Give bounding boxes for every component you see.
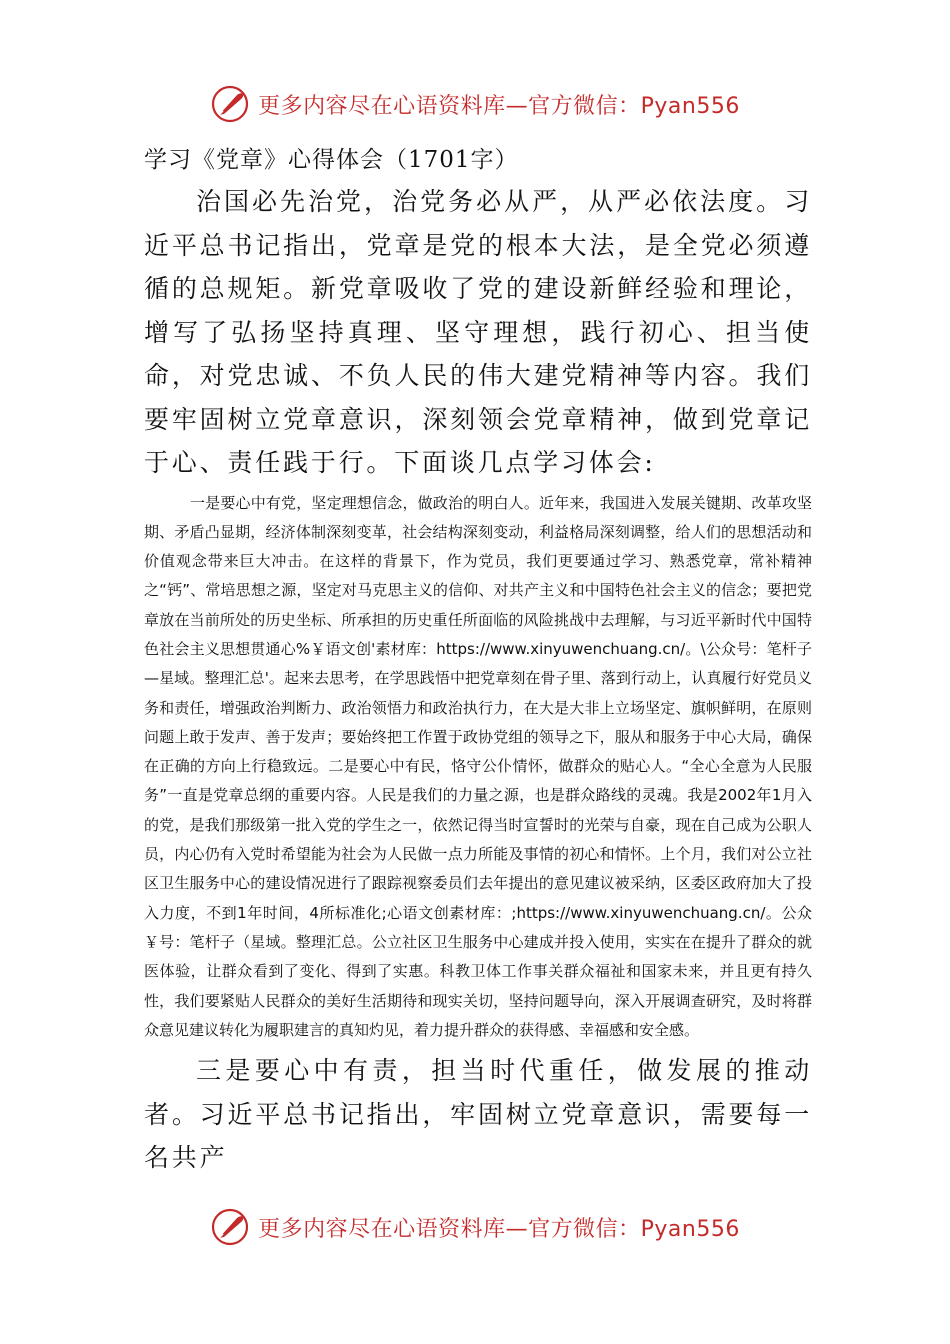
body-paragraph: 一是要心中有党，坚定理想信念，做政治的明白人。近年来，我国进入发展关键期、改革攻坚期、矛盾凸显期，经济体制深刻变革，社会结构深刻变动，利益格局深刻调整，给人们的思想活动和价值观念带来巨大冲击。在这样的背景下，作为党员，我们更要通过学习、熟悉党章，常补精神之“钙”、常培思想之源，坚定对马克思主义的信仰、对共产主义和中国特色社会主义的信念；要把党章放在当前所处的历史坐标、所承担的历史重任所面临的风险挑战中去理解，与习近平新时代中国特色社会主义思想贯通心%￥语文创'素材库：https://www.xinyuwenchuang.cn/。\公众号：笔杆子—星域。整理汇总'。起来去思考，在学思践悟中把党章刻在骨子里、落到行动上，认真履行好党员义务和责任，增强政治判断力、政治领悟力和政治执行力，在大是大非上立场坚定、旗帜鲜明，在原则问题上敢于发声、善于发声；要始终把工作置于政协党组的领导之下，服从和服务于中心大局，确保在正确的方向上行稳致远。二是要心中有民，恪守公仆情怀，做群众的贴心人。“全心全意为人民服务”一直是党章总纲的重要内容。人民是我们的力量之源，也是群众路线的灵魂。我是2002年1月入的党，是我们那级第一批入党的学生之一，依然记得当时宣誓时的光荣与自豪，现在自己成为公职人员，内心仍有入党时希望能为社会为人民做一点力所能及事情的初心和情怀。上个月，我们对公立社区卫生服务中心的建设情况进行了跟踪视察委员们去年提出的意见建议被采纳，区委区政府加大了投入力度，不到1年时间，4所标准化;心语文创素材库：;https://www.xinyuwenchuang.cn/。公众￥号：笔杆子（星域。整理汇总。公立社区卫生服务中心建成并投入使用，实实在在提升了群众的就医体验，让群众看到了变化、得到了实惠。科教卫体工作事关群众福祉和国家未来，并且更有持久性，我们要紧贴人民群众的美好生活期待和现实关切，坚持问题导向，深入开展调查研究，及时将群众意见建议转化为履职建言的真知灼见，着力提升群众的获得感、幸福感和安全感。 (144, 493, 812, 1039)
third-point-paragraph: 三是要心中有责，担当时代重任，做发展的推动者。习近平总书记指出，牢固树立党章意识，需要每一名共产 (144, 1056, 812, 1173)
document-body (144, 136, 812, 1180)
quill-pen-icon (210, 84, 250, 124)
document-title: 学习《党章》心得体会（1701字） (144, 147, 519, 173)
quill-pen-icon (210, 1207, 250, 1247)
banner-text: 更多内容尽在心语资料库—官方微信：Pyan556 (258, 1216, 740, 1242)
intro-paragraph: 治国必先治党，治党务必从严，从严必依法度。习近平总书记指出，党章是党的根本大法，是全党必须遵循的总规矩。新党章吸收了党的建设新鲜经验和理论，增写了弘扬坚持真理、坚守理想，践行初心、担当使命，对党忠诚、不负人民的伟大建党精神等内容。我们要牢固树立党章意识，深刻领会党章精神，做到党章记于心、责任践于行。下面谈几点学习体会: (144, 187, 812, 477)
header-banner (0, 76, 950, 132)
banner-text: 更多内容尽在心语资料库—官方微信：Pyan556 (258, 93, 740, 119)
footer-banner (0, 1199, 950, 1255)
